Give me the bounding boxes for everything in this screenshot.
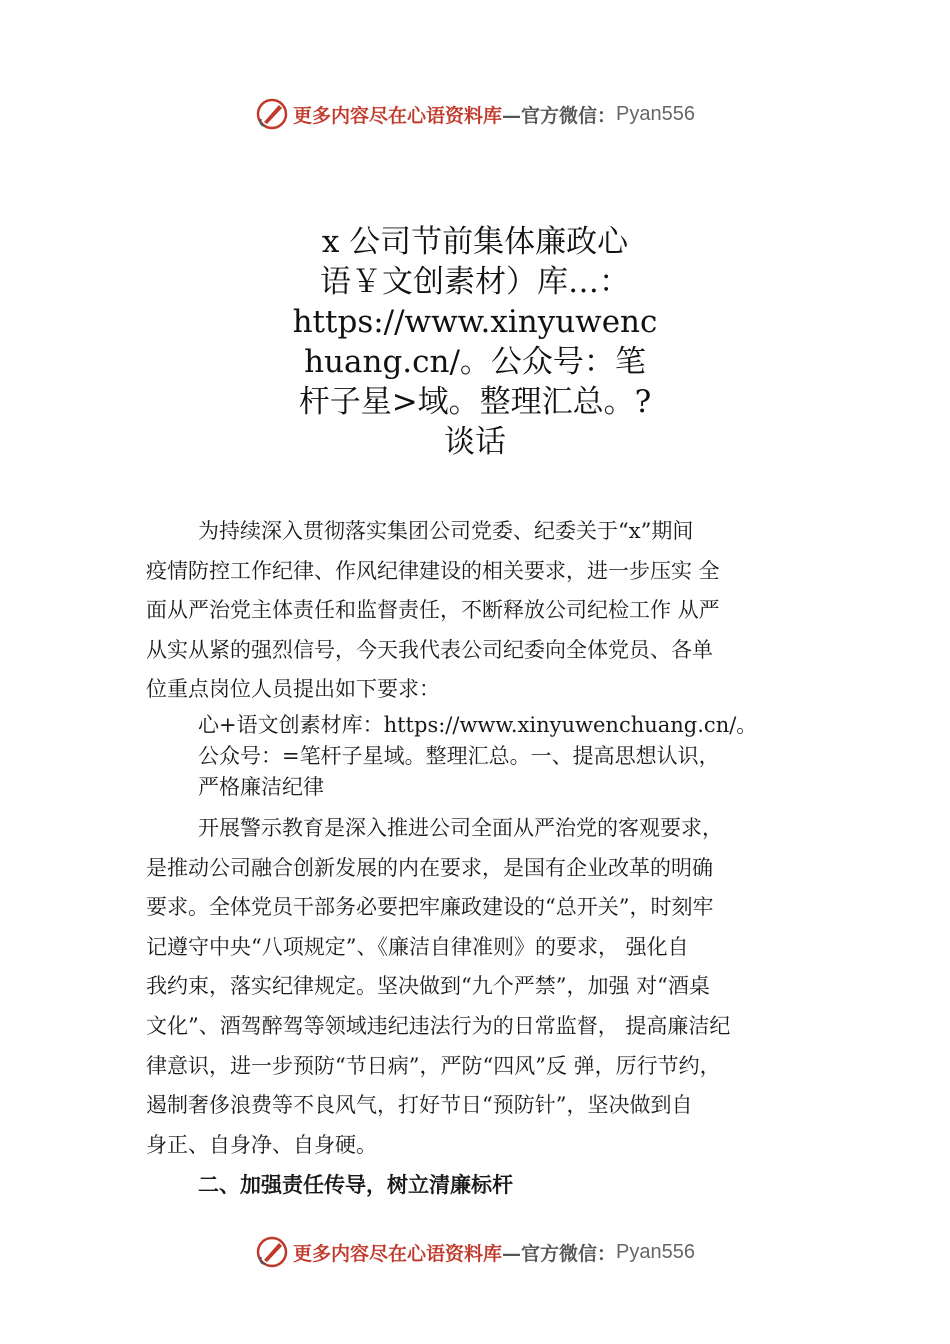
text-line: 是推动公司融合创新发展的内在要求，是国有企业改革的明确	[146, 855, 713, 880]
text-line: 从实从紧的强烈信号，今天我代表公司纪委向全体党员、各单	[146, 637, 713, 662]
section1-paragraph	[146, 809, 846, 1165]
text-line: 为持续深入贯彻落实集团公司党委、纪委关于“x”期间	[198, 519, 694, 543]
pen-logo-icon	[255, 97, 289, 131]
title-line: x 公司节前集体廉政心	[321, 224, 629, 260]
section2-heading: 二、加强责任传导，树立清廉标杆	[198, 1173, 513, 1198]
banner-brand-text: 更多内容尽在心语资料库	[293, 104, 503, 127]
document-title	[0, 222, 950, 462]
banner-wechat-id: Pyan556	[616, 102, 695, 125]
text-line: 疫情防控工作纪律、作风纪律建设的相关要求，进一步压实 全	[146, 558, 720, 583]
title-line: https://www.xinyuwenc	[292, 304, 658, 340]
text-line: 严格廉洁纪律	[198, 774, 324, 799]
banner-wechat-id: Pyan556	[616, 1240, 695, 1263]
pen-logo-icon	[255, 1235, 289, 1269]
text-line: 公众号：=笔杆子星域。整理汇总。一、提高思想认识，	[198, 743, 720, 768]
title-line: 谈话	[444, 424, 506, 460]
text-line: 开展警示教育是深入推进公司全面从严治党的客观要求，	[198, 815, 723, 840]
text-line: 律意识，进一步预防“节日病”，严防“四风”反 弹，厉行节约，	[146, 1053, 721, 1078]
text-line: 遏制奢侈浪费等不良风气，打好节日“预防针”，坚决做到自	[146, 1093, 693, 1118]
text-line: 面从严治党主体责任和监督责任，不断释放公司纪检工作 从严	[146, 598, 720, 623]
text-line: 记遵守中央“八项规定”、《廉洁自律准则》的要求， 强化自	[146, 934, 689, 959]
header-banner	[0, 94, 950, 134]
title-line: huang.cn/。公众号：笔	[304, 344, 646, 380]
footer-banner	[0, 1232, 950, 1272]
text-line: 心+语文创素材库：https://www.xinyuwenchuang.cn/。	[198, 712, 758, 737]
intro-paragraph	[146, 512, 846, 710]
title-line: 语￥文创素材）库…：	[320, 264, 630, 300]
text-line: 身正、自身净、自身硬。	[146, 1132, 377, 1157]
source-note	[146, 710, 846, 803]
text-line: 要求。全体党员干部务必要把牢廉政建设的“总开关”，时刻牢	[146, 895, 714, 920]
text-line: 我约束，落实纪律规定。坚决做到“九个严禁”，加强 对“酒桌	[146, 974, 710, 999]
document-body	[146, 512, 846, 1205]
banner-wechat-label: —官方微信：	[502, 104, 617, 127]
title-line: 杆子星>域。整理汇总。?	[298, 384, 652, 420]
text-line: 文化”、酒驾醉驾等领域违纪违法行为的日常监督， 提高廉洁纪	[146, 1013, 731, 1038]
text-line: 位重点岗位人员提出如下要求：	[146, 677, 440, 702]
banner-wechat-label: —官方微信：	[502, 1242, 617, 1265]
banner-brand-text: 更多内容尽在心语资料库	[293, 1242, 503, 1265]
